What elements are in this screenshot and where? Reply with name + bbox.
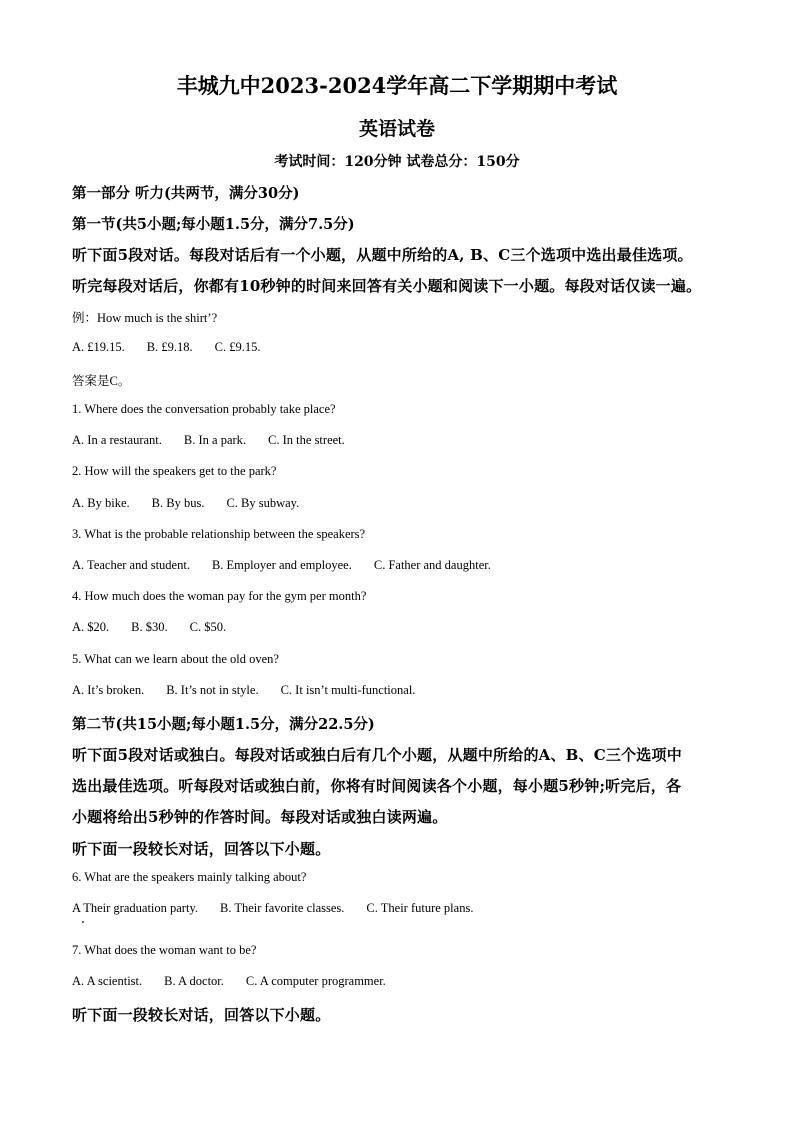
option: C. It isn’t multi-functional. [280,683,416,697]
section2-instruction: 小题将给出5秒钟的作答时间。每段对话或独白读两遍。 [72,808,448,826]
question: 5. What can we learn about the old oven? [72,652,279,666]
exam-subtitle: 英语试卷 [358,118,435,140]
question-options [72,558,513,573]
question-options [72,683,437,698]
stray-dot [82,921,84,923]
option: C. Father and daughter. [373,558,491,572]
question-options [72,974,408,989]
section2-heading: 第二节(共15小题;每小题1.5分，满分22.5分) [72,716,375,733]
example-question: 例：How much is the shirt’? [72,311,218,325]
option: B. Their favorite classes. [220,901,345,915]
option: A. A scientist. [72,974,143,988]
exam-title: 丰城九中2023-2024学年高二下学期期中考试 [176,73,618,98]
question: 3. What is the probable relationship between the speakers? [72,527,366,541]
part1-heading: 第一部分 听力(共两节，满分30分) [72,185,300,202]
section1-instruction: 听完每段对话后，你都有10秒钟的时间来回答有关小题和阅读下一小题。每段对话仅读一遍。 [72,277,702,295]
exam-info: 考试时间：120分钟 试卷总分：150分 [274,154,520,170]
question-options [72,620,248,635]
option: B. It’s not in style. [166,683,259,697]
option: A. In a restaurant. [72,433,162,447]
option: C. $50. [189,620,227,634]
option: C. A computer programmer. [245,974,386,988]
dialogue-intro: 听下面一段较长对话，回答以下小题。 [72,840,331,858]
question: 6. What are the speakers mainly talking about? [72,870,307,884]
question: 4. How much does the woman pay for the gym per month? [72,589,367,603]
option: C. In the street. [268,433,345,447]
option: A. It’s broken. [72,683,145,697]
question-options [72,901,495,916]
option: C. £9.15. [214,340,261,354]
option: C. Their future plans. [366,901,474,915]
question: 1. Where does the conversation probably take place? [72,402,336,416]
option: A. Teacher and student. [72,558,190,572]
option: B. $30. [131,620,168,634]
question-options [72,496,321,511]
option: A Their graduation party. [72,901,199,915]
question: 7. What does the woman want to be? [72,943,257,957]
section1-instruction: 听下面5段对话。每段对话后有一个小题，从题中所给的A, B、C三个选项中选出最佳选项。 [72,246,693,264]
option: B. In a park. [183,433,247,447]
section2-instruction: 听下面5段对话或独白。每段对话或独白后有几个小题，从题中所给的A、B、C三个选项中 [72,746,682,764]
option: A. By bike. [72,496,130,510]
section1-heading: 第一节(共5小题;每小题1.5分，满分7.5分) [72,216,355,233]
option: A. $20. [72,620,110,634]
option: B. £9.18. [146,340,193,354]
option: C. By subway. [226,496,300,510]
option: B. Employer and employee. [211,558,352,572]
example-options [72,340,282,355]
section2-instruction: 选出最佳选项。听每段对话或独白前，你将有时间阅读各个小题，每小题5秒钟;听完后，各 [72,777,682,795]
dialogue-intro: 听下面一段较长对话，回答以下小题。 [72,1006,331,1024]
question: 2. How will the speakers get to the park? [72,464,277,478]
example-answer: 答案是C。 [72,374,131,388]
option: A. £19.15. [72,340,125,354]
option: B. By bus. [151,496,205,510]
question-options [72,433,367,448]
option: B. A doctor. [164,974,224,988]
